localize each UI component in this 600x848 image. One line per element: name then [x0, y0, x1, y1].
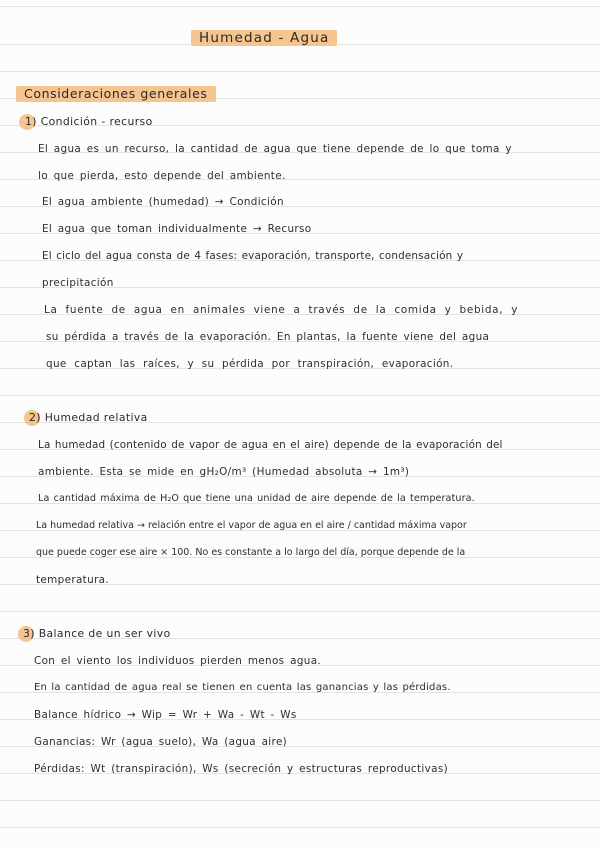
- section-1-heading: 1) Condición - recurso: [25, 115, 153, 128]
- section-2-line-3: La cantidad máxima de H₂O que tiene una unidad de aire depende de la temperatura.: [38, 493, 475, 504]
- section-3-line-1: Con el viento los individuos pierden menos agua.: [34, 655, 322, 667]
- section-3-line-5: Pérdidas: Wt (transpiración), Ws (secreción y estructuras reproductivas): [34, 763, 449, 775]
- section-1-line-2: lo que pierda, esto depende del ambiente.: [38, 170, 286, 182]
- page-title: Humedad - Agua: [191, 30, 337, 46]
- section-2-line-6: temperatura.: [36, 574, 110, 586]
- section-1-line-4: El agua que toman individualmente → Recurso: [42, 223, 312, 235]
- section-3-heading: 3) Balance de un ser vivo: [23, 627, 171, 640]
- section-1-line-9: que captan las raíces, y su pérdida por transpiración, evaporación.: [46, 358, 454, 370]
- section-2-line-4: La humedad relativa → relación entre el vapor de agua en el aire / cantidad máxima vapor: [36, 520, 467, 531]
- section-1-line-3: El agua ambiente (humedad) → Condición: [42, 196, 284, 208]
- section-2-line-5: que puede coger ese aire × 100. No es constante a lo largo del día, porque depende de la: [36, 547, 466, 558]
- section-3-line-2: En la cantidad de agua real se tienen en cuenta las ganancias y las pérdidas.: [34, 682, 451, 693]
- general-heading: Consideraciones generales: [16, 86, 216, 102]
- section-1-line-1: El agua es un recurso, la cantidad de agua que tiene depende de lo que toma y: [38, 143, 512, 155]
- section-1-line-7: La fuente de agua en animales viene a través de la comida y bebida, y: [44, 304, 519, 316]
- section-2-line-2: ambiente. Esta se mide en gH₂O/m³ (Humedad absoluta → 1m³): [38, 466, 410, 478]
- section-1-line-6: precipitación: [42, 277, 114, 289]
- section-3-line-4: Ganancias: Wr (agua suelo), Wa (agua aire): [34, 736, 288, 748]
- section-3-line-3: Balance hídrico → Wip = Wr + Wa - Wt - Ws: [34, 709, 297, 721]
- section-2-heading: 2) Humedad relativa: [29, 411, 148, 424]
- section-1-line-8: su pérdida a través de la evaporación. En plantas, la fuente viene del agua: [46, 331, 490, 343]
- section-1-line-5: El ciclo del agua consta de 4 fases: evaporación, transporte, condensación y: [42, 250, 464, 262]
- section-2-line-1: La humedad (contenido de vapor de agua en el aire) depende de la evaporación del: [38, 439, 503, 451]
